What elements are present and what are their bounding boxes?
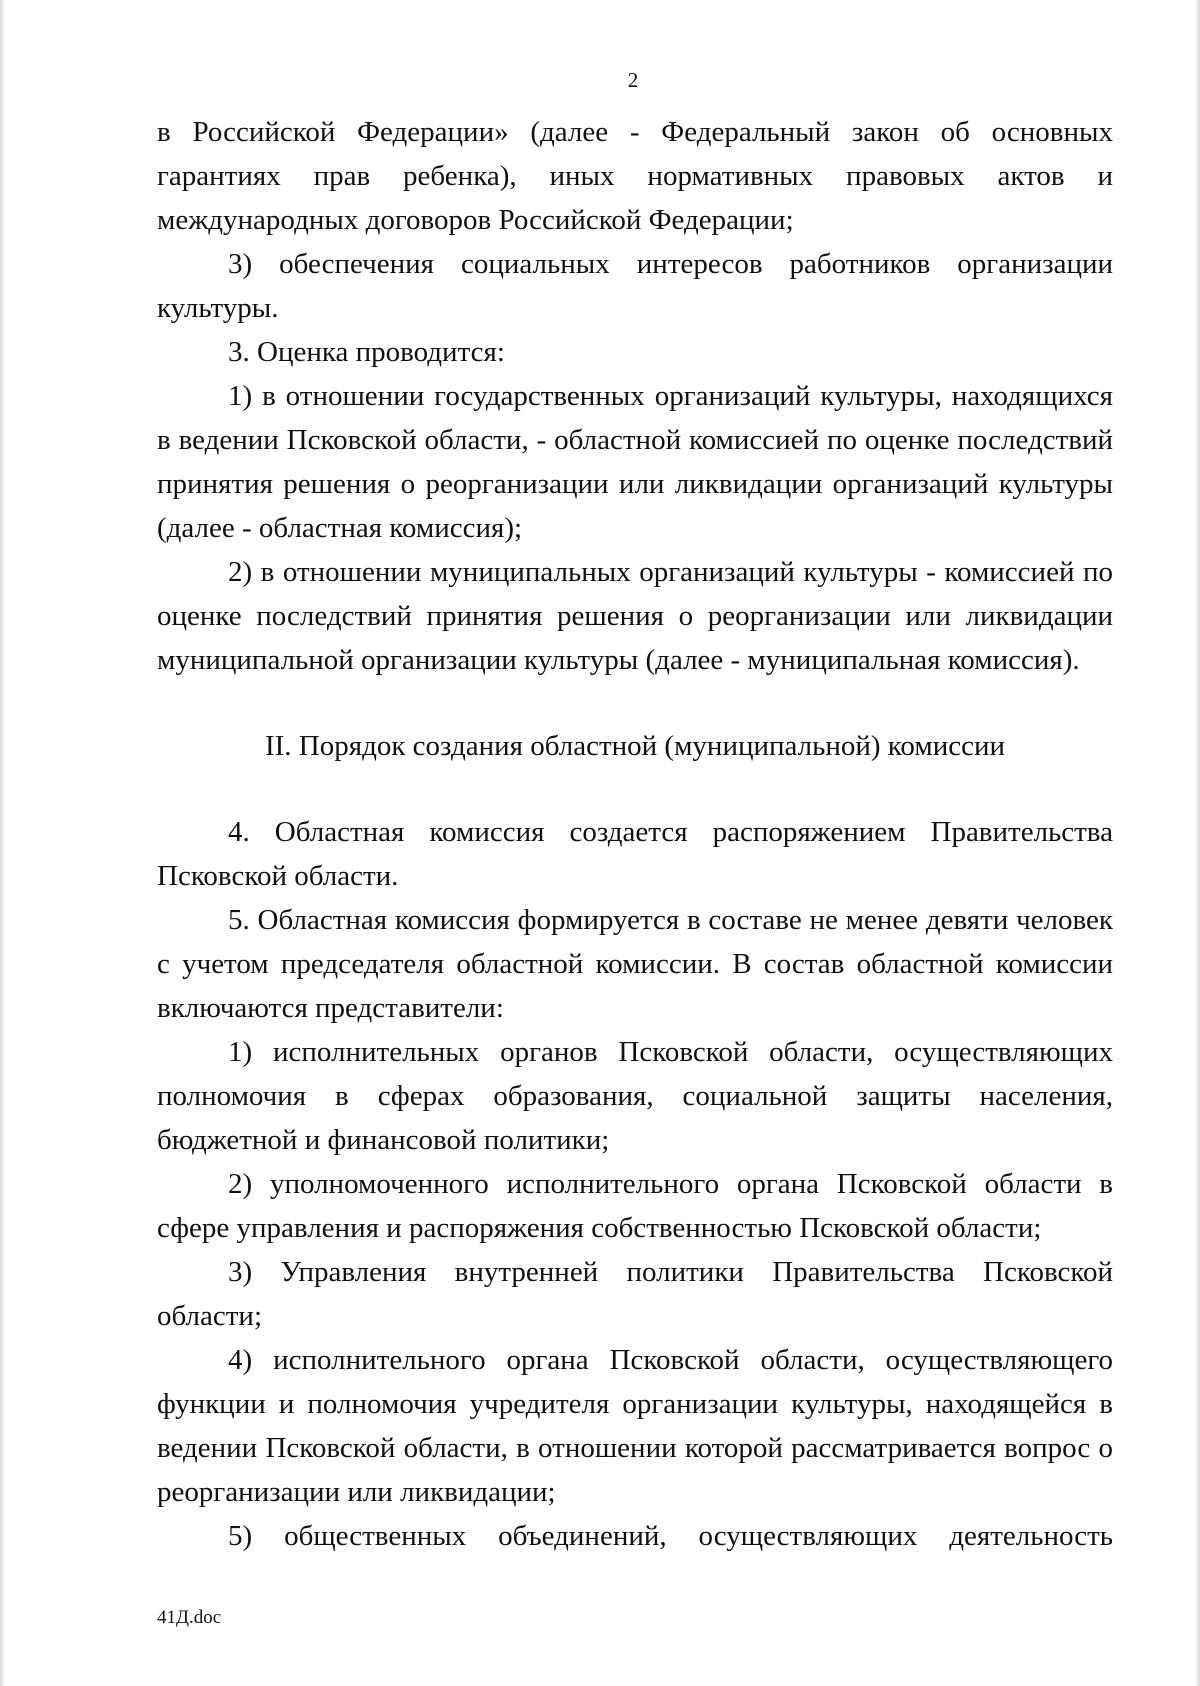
footer-filename: 41Д.doc (157, 1607, 222, 1628)
paragraph: 5) общественных объединений, осуществляющих деятельность (228, 1520, 1113, 1552)
scan-edge-right (1195, 0, 1200, 1686)
paragraph: в Российской Федерации» (далее - Федеральный закон об основных гарантиях прав ребенка), иных нормативных правовых актов и международных договоров Российской Федерации; (157, 116, 1113, 236)
paragraph: 5. Областная комиссия формируется в составе не менее девяти человек с учетом председателя областной комиссии. В состав областной комиссии включаются представители: (157, 904, 1113, 1024)
paragraph: 4. Областная комиссия создается распоряжением Правительства Псковской области. (157, 816, 1113, 892)
paragraph: 3) Управления внутренней политики Правительства Псковской области; (157, 1256, 1113, 1332)
paragraph: 4) исполнительного органа Псковской области, осуществляющего функции и полномочия учредителя организации культуры, находящейся в ведении Псковской области, в отношении которой рассматривается вопрос о реорганизации или ликвидации; (157, 1344, 1113, 1508)
scan-edge-left (0, 0, 5, 1686)
section-heading: II. Порядок создания областной (муниципальной) комиссии (264, 730, 1006, 762)
paragraph: 3. Оценка проводится: (228, 336, 505, 368)
document-body (157, 110, 1113, 1558)
paragraph: 1) в отношении государственных организаций культуры, находящихся в ведении Псковской области, - областной комиссией по оценке последствий принятия решения о реорганизации или ликвидации организаций культуры (далее - областная комиссия); (157, 380, 1113, 544)
paragraph: 2) в отношении муниципальных организаций культуры - комиссией по оценке последствий принятия решения о реорганизации или ликвидации муниципальной организации культуры (далее - муниципальная комиссия). (157, 556, 1113, 676)
paragraph: 2) уполномоченного исполнительного органа Псковской области в сфере управления и распоряжения собственностью Псковской области; (157, 1168, 1113, 1244)
paragraph: 1) исполнительных органов Псковской области, осуществляющих полномочия в сферах образования, социальной защиты населения, бюджетной и финансовой политики; (157, 1036, 1113, 1156)
page-number: 2 (627, 68, 639, 92)
paragraph: 3) обеспечения социальных интересов работников организации культуры. (157, 248, 1113, 324)
